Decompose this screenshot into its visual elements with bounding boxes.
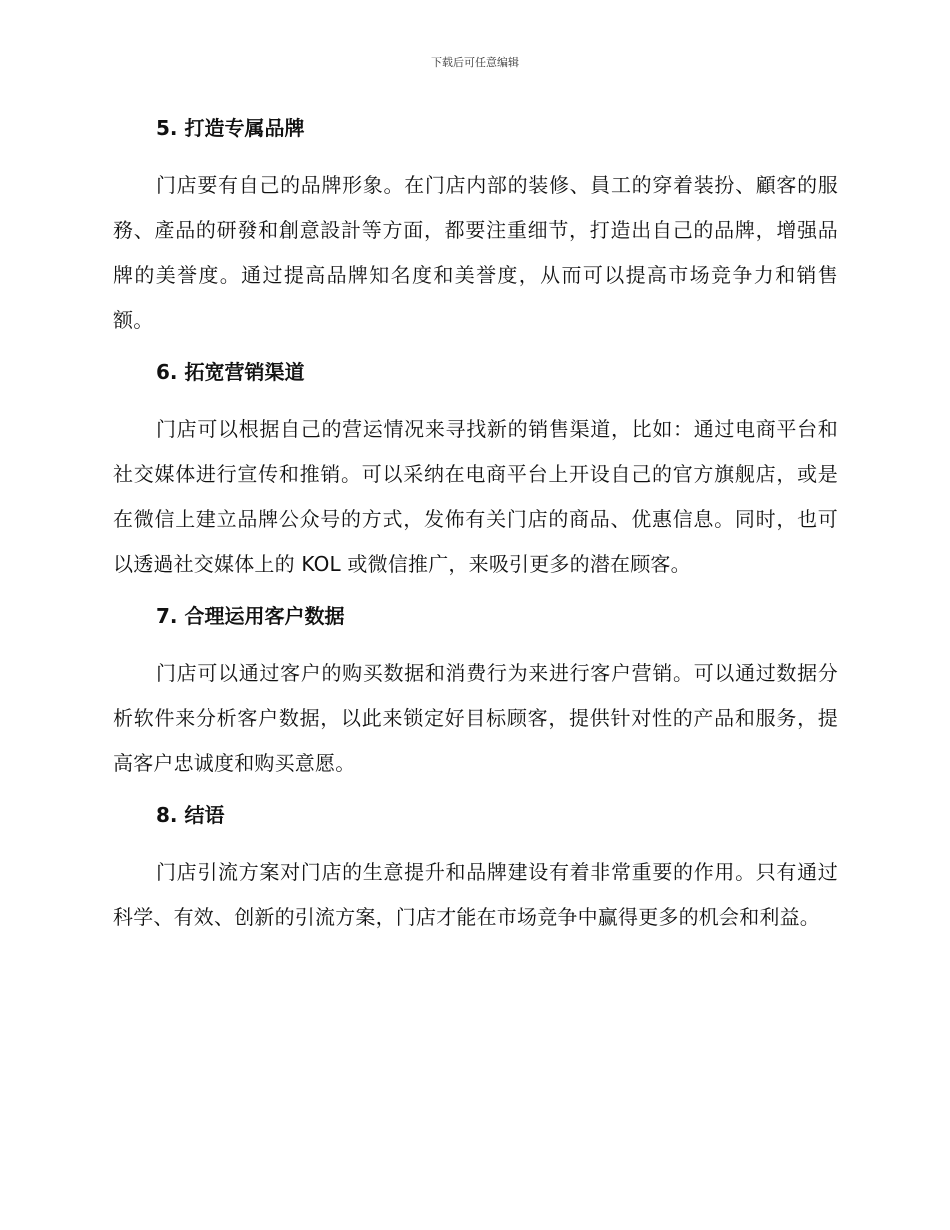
section-heading: 7. 合理运用客户数据 bbox=[156, 604, 345, 628]
section-paragraph: 门店可以根据自己的营运情况来寻找新的销售渠道，比如：通过电商平台和社交媒体进行宣传和推销。可以采纳在电商平台上开设自己的官方旗舰店，或是在微信上建立品牌公众号的方式，发佈有关门店的商品、优惠信息。同时，也可以透過社交媒体上的 KOL 或微信推广，来吸引更多的潜在顾客。 bbox=[113, 417, 838, 576]
section-6 bbox=[113, 355, 838, 587]
section-7 bbox=[113, 599, 838, 786]
section-heading: 6. 拓宽营销渠道 bbox=[156, 360, 305, 384]
section-5 bbox=[113, 111, 838, 343]
section-heading: 8. 结语 bbox=[156, 803, 225, 827]
page-header: 下载后可任意编辑 bbox=[431, 56, 519, 69]
section-8 bbox=[113, 798, 838, 940]
section-paragraph: 门店可以通过客户的购买数据和消费行为来进行客户营销。可以通过数据分析软件来分析客户数据，以此来锁定好目标顾客，提供针对性的产品和服务，提高客户忠诚度和购买意愿。 bbox=[113, 661, 838, 775]
section-heading: 5. 打造专属品牌 bbox=[156, 116, 305, 140]
section-paragraph: 门店引流方案对门店的生意提升和品牌建设有着非常重要的作用。只有通过科学、有效、创新的引流方案，门店才能在市场竞争中赢得更多的机会和利益。 bbox=[113, 860, 838, 929]
document-body bbox=[113, 111, 838, 952]
section-paragraph: 门店要有自己的品牌形象。在门店内部的装修、員工的穿着装扮、顧客的服務、產品的研發和創意設計等方面，都要注重细节，打造出自己的品牌，增强品牌的美誉度。通过提高品牌知名度和美誉度，从而可以提高市场竞争力和销售额。 bbox=[113, 173, 838, 332]
